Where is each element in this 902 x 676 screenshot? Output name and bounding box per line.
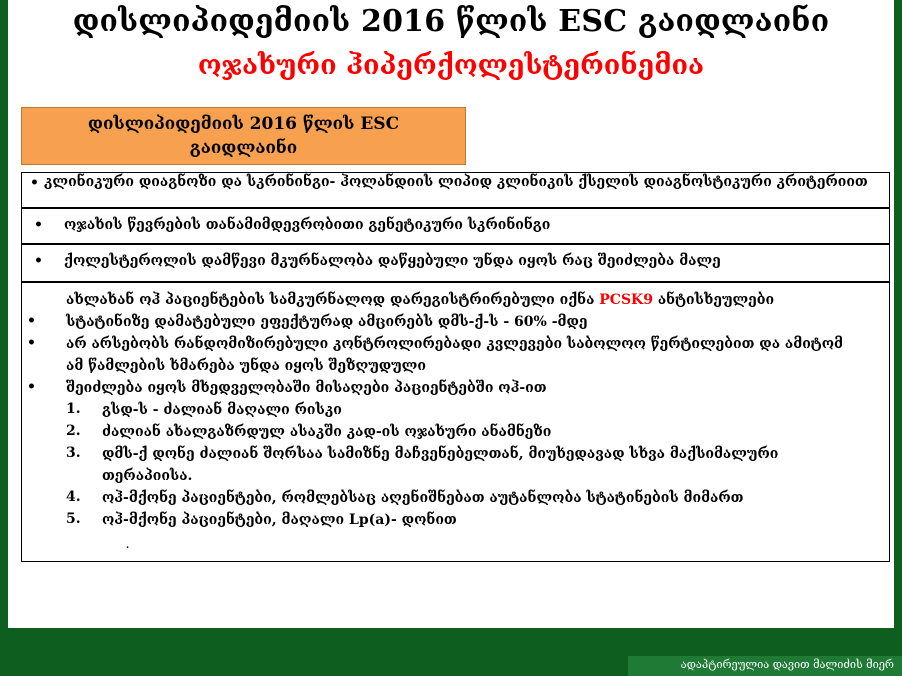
list-item: ძალიან ახალგაზრდულ ასაკში კად-ის ოჯახური ანამნეზი: [102, 424, 552, 440]
footer-credit: ადაპტირეულია დავით მალიძის მიერ: [680, 658, 894, 671]
list-item-number: 3.: [66, 445, 81, 461]
bullet-dot: •: [30, 175, 39, 191]
bullet-dot: •: [34, 253, 43, 269]
bullet-no-trials-line2: ამ წამლების ხმარება უნდა იყოს შეზღუდული: [66, 358, 426, 374]
bullet-dot: •: [34, 217, 43, 233]
guideline-label-line2: გაიდლაინი: [189, 138, 298, 158]
footer-bar: [628, 656, 902, 676]
bullet-candidates: შეიძლება იყოს მხედველობაში მისაღები პაციენტებში ოჰ-ით: [66, 380, 547, 396]
bullet-dot: •: [27, 335, 36, 351]
list-item: გსდ-ს - ძალიან მაღალი რისკი: [102, 402, 342, 418]
pcsk9-highlight: PCSK9: [599, 292, 653, 308]
slide-title: დისლიპიდემიის 2016 წლის ESC გაიდლაინი: [72, 4, 830, 39]
trailing-dot: .: [126, 541, 130, 551]
bullet-dot: •: [27, 313, 36, 329]
list-item-continuation: თერაპიისა.: [102, 468, 193, 484]
bullet-no-trials-line1: არ არსებობს რანდომიზირებული კონტროლირებადი კვლევები საბოლოო წერტილებით და ამიტომ: [66, 336, 843, 352]
list-item: ოჰ-მქონე პაციენტები, მაღალი Lp(a)- დონით: [102, 512, 457, 528]
list-item: ოჰ-მქონე პაციენტები, რომლებსაც აღენიშნებათ აუტანლობა სტატინების მიმართ: [102, 490, 744, 506]
bullet-box-treatment: [21, 244, 890, 282]
list-item-number: 4.: [66, 489, 81, 505]
bullet-text-diagnosis: კლინიკური დიაგნოზი და სკრინინგი- ჰოლანდიის ლიპიდ კლინიკის ქსელის დიაგნოსტიკური კრიტერიით: [44, 174, 868, 190]
list-item-number: 5.: [66, 511, 81, 527]
pcsk9-intro: [66, 289, 879, 311]
bullet-box-screening: [21, 208, 890, 244]
guideline-label-box: [21, 107, 466, 165]
bullet-text-treatment: ქოლესტეროლის დამწევი მკურნალობა დაწყებული უნდა იყოს რაც შეიძლება მალე: [64, 253, 721, 269]
bullet-statin-effect: სტატინიზე დამატებული ეფექტურად ამცირებს დმს-ქ-ს - 60% -მდე: [66, 314, 588, 330]
bullet-box-diagnosis: [21, 172, 890, 208]
intro-text-before: ახლახან ოჰ პაციენტების სამკურნალოდ დარეგისტრირებული იქნა: [66, 292, 600, 308]
slide: [8, 0, 894, 628]
pcsk9-content-box: [21, 282, 890, 562]
guideline-label-line1: დისლიპიდემიის 2016 წლის ESC: [87, 114, 400, 134]
list-item-number: 1.: [66, 401, 81, 417]
bullet-text-screening: ოჯახის წევრების თანამიმდევრობითი გენეტიკური სკრინინგი: [64, 217, 551, 233]
list-item: დმს-ქ დონე ძალიან შორსაა სამიზნე მაჩვენებელთან, მიუხედავად სხვა მაქსიმალური: [102, 446, 779, 462]
list-item-number: 2.: [66, 423, 81, 439]
slide-subtitle: ოჯახური ჰიპერქოლესტერინემია: [197, 50, 705, 81]
intro-text-after: ანტისხეულები: [652, 292, 775, 308]
bullet-dot: •: [27, 379, 36, 395]
